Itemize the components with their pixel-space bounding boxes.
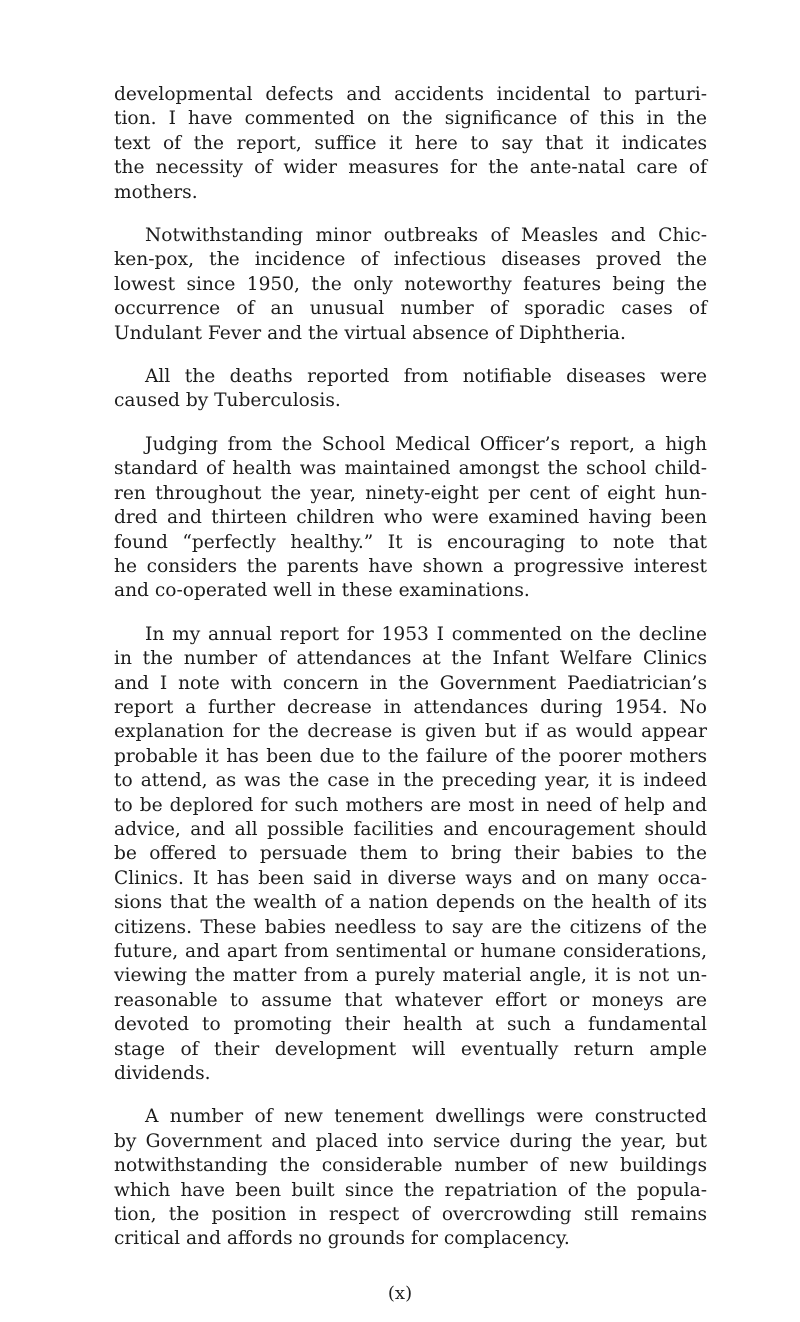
text-line: notwithstanding the considerable number of new buildings bbox=[114, 1155, 707, 1177]
text-line: sions that the wealth of a nation depends on the health of its bbox=[114, 892, 707, 914]
text-line: and co-operated well in these examinations. bbox=[114, 580, 530, 602]
text-line: A number of new tenement dwellings were constructed bbox=[145, 1106, 707, 1128]
text-line: stage of their development will eventually return ample bbox=[114, 1038, 707, 1060]
text-line: which have been built since the repatriation of the popula- bbox=[114, 1179, 707, 1201]
text-line: to be deplored for such mothers are most in need of help and bbox=[114, 794, 707, 816]
paragraph-tenement-dwellings bbox=[114, 1105, 707, 1251]
text-line: by Government and placed into service during the year, but bbox=[114, 1130, 707, 1152]
text-line: Judging from the School Medical Officer’s report, a high bbox=[145, 433, 707, 455]
text-line: dividends. bbox=[114, 1063, 211, 1085]
text-line: mothers. bbox=[114, 181, 198, 203]
text-line: advice, and all possible facilities and encouragement should bbox=[114, 818, 707, 840]
text-line: in the number of attendances at the Infant Welfare Clinics bbox=[114, 648, 707, 670]
text-line: tion. I have commented on the significance of this in the bbox=[114, 108, 707, 130]
text-line: standard of health was maintained amongst the school child- bbox=[114, 458, 707, 480]
text-line: devoted to promoting their health at such a fundamental bbox=[114, 1014, 707, 1036]
text-line: explanation for the decrease is given but if as would appear bbox=[114, 721, 707, 743]
text-line: report a further decrease in attendances during 1954. No bbox=[114, 696, 707, 718]
text-line: the necessity of wider measures for the ante-natal care of bbox=[114, 157, 707, 179]
text-line: probable it has been due to the failure of the poorer mothers bbox=[114, 745, 707, 767]
text-line: Notwithstanding minor outbreaks of Measles and Chic- bbox=[145, 225, 707, 247]
text-line: ren throughout the year, ninety-eight per cent of eight hun- bbox=[114, 482, 707, 504]
document-page bbox=[114, 83, 707, 1252]
paragraph-notifiable-deaths bbox=[114, 365, 707, 414]
text-line: occurrence of an unusual number of sporadic cases of bbox=[114, 298, 707, 320]
text-line: to attend, as was the case in the preceding year, it is indeed bbox=[114, 770, 707, 792]
text-line: and I note with concern in the Government Paediatrician’s bbox=[114, 672, 707, 694]
text-line: ken-pox, the incidence of infectious diseases proved the bbox=[114, 249, 707, 271]
paragraph-infant-welfare-clinics bbox=[114, 623, 707, 1087]
text-line: lowest since 1950, the only noteworthy features being the bbox=[114, 273, 707, 295]
text-line: dred and thirteen children who were examined having been bbox=[114, 507, 707, 529]
text-line: be offered to persuade them to bring their babies to the bbox=[114, 843, 707, 865]
text-line: text of the report, suffice it here to say that it indicates bbox=[114, 132, 707, 154]
text-line: citizens. These babies needless to say are the citizens of the bbox=[114, 916, 707, 938]
text-line: All the deaths reported from notifiable diseases were bbox=[145, 366, 707, 388]
text-line: critical and affords no grounds for complacency. bbox=[114, 1228, 570, 1250]
paragraph-infectious-diseases bbox=[114, 224, 707, 346]
text-line: caused by Tuberculosis. bbox=[114, 390, 341, 412]
text-line: reasonable to assume that whatever effort or moneys are bbox=[114, 989, 707, 1011]
text-line: tion, the position in respect of overcrowding still remains bbox=[114, 1204, 707, 1226]
text-line: he considers the parents have shown a progressive interest bbox=[114, 555, 707, 577]
text-line: In my annual report for 1953 I commented on the decline bbox=[145, 623, 707, 645]
page-number: (x) bbox=[387, 1283, 413, 1304]
paragraph-school-health bbox=[114, 433, 707, 604]
text-line: future, and apart from sentimental or humane considerations, bbox=[114, 941, 707, 962]
text-line: found “perfectly healthy.” It is encouraging to note that bbox=[114, 531, 707, 553]
text-line: Clinics. It has been said in diverse ways and on many occa- bbox=[114, 867, 707, 889]
text-line: viewing the matter from a purely material angle, it is not un- bbox=[114, 965, 707, 987]
text-line: Undulant Fever and the virtual absence of Diphtheria. bbox=[114, 322, 626, 344]
paragraph-ante-natal-care bbox=[114, 83, 707, 205]
text-line: developmental defects and accidents incidental to parturi- bbox=[114, 84, 707, 105]
